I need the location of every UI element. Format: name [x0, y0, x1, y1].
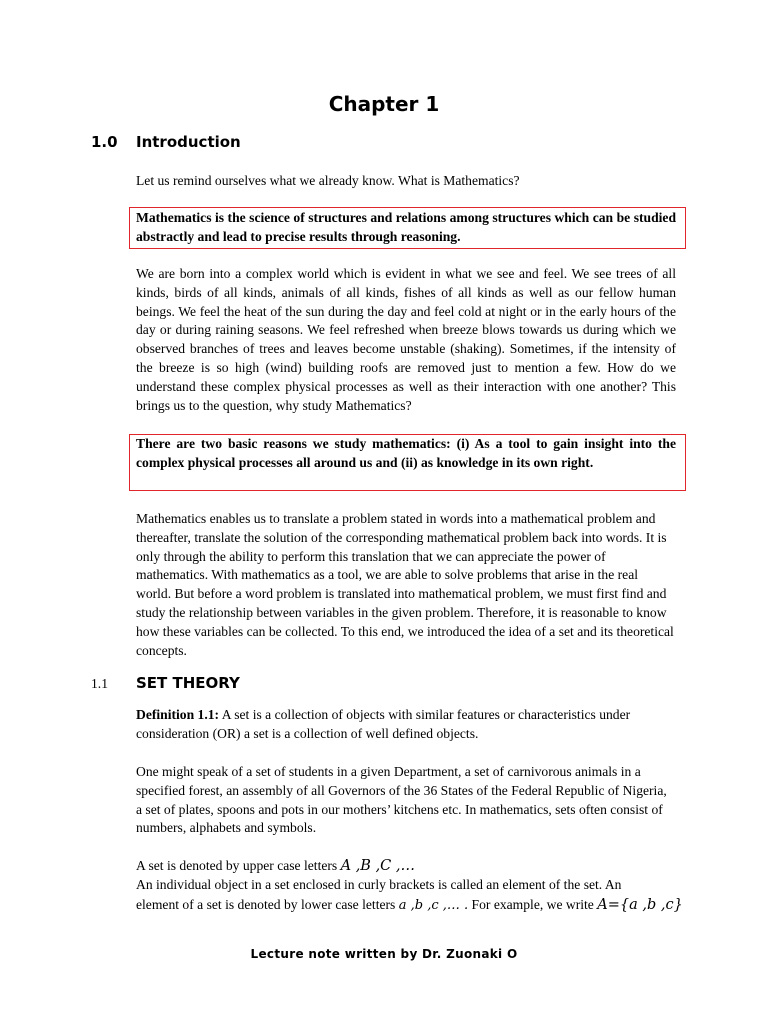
intro-paragraph-2: We are born into a complex world which is evident in what we see and feel. We see trees of all kinds, birds of all kinds, animals of all kinds, fishes of all kinds as well as our fellow human beings. We feel the heat of the sun during the day and feel cold at night or in the early hours of the day or during raining seasons. We feel refreshed when breeze blows towards us during which we observed branches of trees and leaves become unstable (shaking). Sometimes, if the intensity of the breeze is so high (wind) building roofs are removed just to mention a few. How do we understand these complex physical processes as well as their interaction with one another? This brings us to the question, why study Mathematics? [136, 266, 676, 413]
definition-box-1-text: Mathematics is the science of structures and relations among structures which can be studied abstractly and lead to precise results through reasoning. [136, 210, 676, 244]
section-title-intro: Introduction [136, 133, 241, 151]
section-number-set-theory: 1.1 [91, 676, 108, 691]
notation-line-2: An individual object in a set enclosed in curly brackets is called an element of the set. An [136, 877, 622, 892]
reasons-box-text: There are two basic reasons we study mathematics: (i) As a tool to gain insight into the complex physical processes all around us and (ii) as knowledge in its own right. [136, 436, 676, 470]
notation-line-3-text: element of a set is denoted by lower case letters [136, 897, 399, 912]
set-example-math: A={a ,b ,c} [597, 897, 683, 913]
definition-1-1 [136, 706, 676, 744]
definition-text: A set is a collection of objects with similar features or characteristics under consideration (OR) a set is a collection of well defined objects. [136, 707, 631, 741]
intro-paragraph-3: Mathematics enables us to translate a problem stated in words into a mathematical problem and thereafter, translate the solution of the corresponding mathematical problem back into words. It is only through the ability to perform this translation that we can appreciate the power of mathematics. With mathematics as a tool, we are able to solve problems that arise in the real world. But before a word problem is translated into mathematical problem, we must first find and study the relationship between variables in the given problem. Therefore, it is reasonable to know how these variables can be collected. To this end, we introduced the idea of a set and its theoretical concepts. [136, 511, 674, 658]
section-title-set-theory: SET THEORY [136, 674, 240, 692]
set-examples-paragraph: One might speak of a set of students in a given Department, a set of carnivorous animals in a specified forest, an assembly of all Governors of the 36 States of the Federal Republic of Nigeria, a set of plates, spoons and pots in our mothers’ kitchens etc. In mathematics, sets often consist of numbers, alphabets and symbols. [136, 764, 667, 836]
notation-line-1 [136, 857, 696, 876]
page-footer: Lecture note written by Dr. Zuonaki O [250, 947, 518, 961]
notation-line-1-text: A set is denoted by upper case letters [136, 858, 341, 873]
lowercase-letters-math: a ,b ,c ,… . [398, 898, 469, 913]
notation-line-3 [136, 896, 696, 916]
definition-label: Definition 1.1: [136, 707, 220, 722]
uppercase-letters-math: A ,B ,C ,… [340, 858, 415, 874]
intro-paragraph-1: Let us remind ourselves what we already know. What is Mathematics? [136, 173, 520, 188]
chapter-title: Chapter 1 [328, 92, 440, 116]
notation-line-3-text-2: For example, we write [468, 897, 598, 912]
section-number-intro: 1.0 [91, 133, 118, 151]
